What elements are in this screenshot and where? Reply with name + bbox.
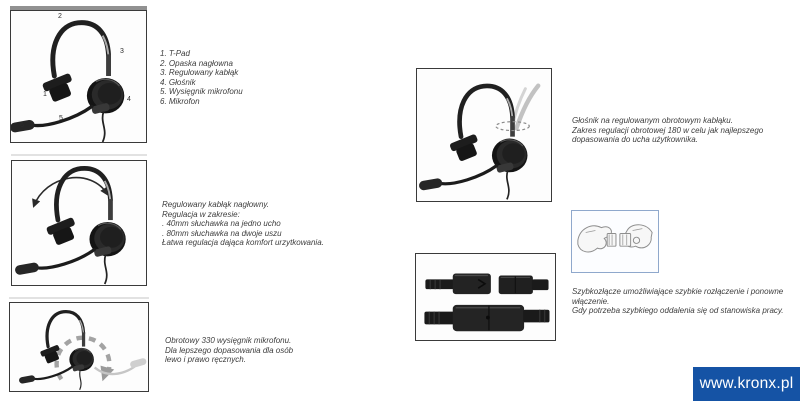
callout-mic: 6 xyxy=(20,122,24,129)
parts-list-item: 5. Wysięgnik mikrofonu xyxy=(160,87,243,97)
adjust-arrow-icon xyxy=(34,178,108,207)
headset-photo-icon xyxy=(11,11,146,142)
headband-line: . 80mm słuchawka na dwoje uszu xyxy=(162,228,282,238)
divider-rule xyxy=(11,154,147,156)
speaker-description xyxy=(572,116,763,145)
headset-adjust-photo-icon xyxy=(12,161,146,285)
headband-line: . 40mm słuchawka na jedno ucho xyxy=(162,219,281,229)
boom-line: Dla lepszego dopasowania dla osób xyxy=(165,345,294,355)
figure-speaker-swivel xyxy=(416,68,552,202)
website-banner[interactable] xyxy=(693,367,800,401)
parts-list-item: 3. Regulowany kabłąk xyxy=(160,68,239,78)
figure-parts-overview xyxy=(10,10,147,143)
hands-pulling-connector-icon xyxy=(572,211,658,273)
ghost-mic-icon xyxy=(129,357,147,368)
parts-list-item: 6. Mikrofon xyxy=(160,96,200,106)
figure-quick-disconnect xyxy=(415,253,556,341)
figure-disconnect-sketch xyxy=(571,210,659,273)
callout-headband: 2 xyxy=(58,13,62,20)
callout-yoke: 3 xyxy=(120,48,124,55)
headband-line: Łatwa regulacja dająca komfort urzytkowania. xyxy=(162,238,324,248)
headset-boom-photo-icon xyxy=(10,303,148,391)
callout-speaker: 4 xyxy=(127,96,131,103)
headband-line: Regulowany kabłąk nagłowny. xyxy=(162,200,270,209)
speaker-line: dopasowania do ucha użytkownika. xyxy=(572,135,698,145)
headband-line: Regulacja w zakresie: xyxy=(162,209,240,219)
parts-list-item: 4. Głośnik xyxy=(160,77,196,87)
boom-line: Obrotowy 330 wysięgnik mikrofonu. xyxy=(165,336,292,345)
boom-line: lewo i prawo ręcznych. xyxy=(165,355,246,365)
headset-swivel-photo-icon xyxy=(417,69,551,201)
quick-disconnect-description xyxy=(572,287,784,316)
parts-list-item: 1. T-Pad xyxy=(160,49,190,58)
figure-headband-adjust xyxy=(11,160,147,286)
qd-line: Szybkozłącze umożliwiające szybkie rozłączenie i ponowne xyxy=(572,287,784,296)
website-banner-text: www.kronx.pl xyxy=(699,375,794,392)
headband-description xyxy=(162,200,324,248)
boom-description xyxy=(165,336,293,365)
parts-list xyxy=(160,49,243,107)
ghost-boom-icon xyxy=(95,367,135,374)
qd-line: Gdy potrzeba szybkiego oddalenia się od stanowiska pracy. xyxy=(572,306,784,316)
quick-disconnect-photo-icon xyxy=(416,254,555,340)
callout-boom: 5 xyxy=(59,115,63,122)
parts-list-item: 2. Opaska nagłowna xyxy=(160,58,233,68)
speaker-line: Głośnik na regulowanym obrotowym kabłąku. xyxy=(572,116,733,125)
figure-boom-rotation xyxy=(9,302,149,392)
divider-rule xyxy=(9,297,149,299)
qd-line: włączenie. xyxy=(572,296,610,306)
callout-tpad: 1 xyxy=(43,91,47,98)
speaker-line: Zakres regulacji obrotowej 180 w celu jak najlepszego xyxy=(572,125,764,135)
